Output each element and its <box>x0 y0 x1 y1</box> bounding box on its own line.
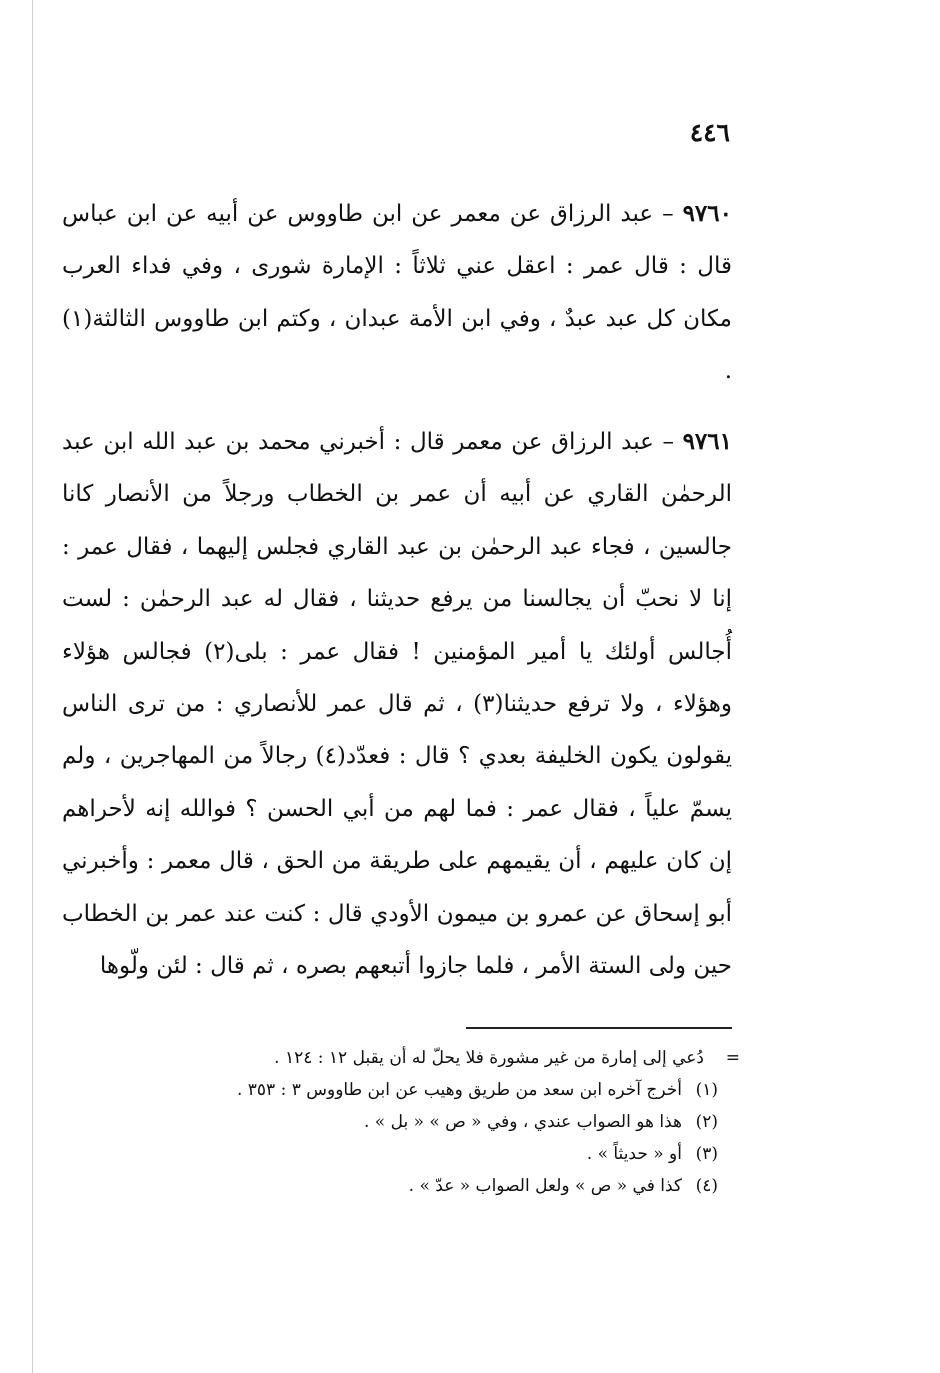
footnote-marker: (١) <box>695 1080 718 1100</box>
footnote-text: دُعي إلى إمارة من غير مشورة فلا يحلّ له أن يقبل ١٢ : ١٢٤ . <box>274 1048 704 1068</box>
footnote-marker: (٢) <box>695 1112 718 1132</box>
footnote-marker: (٣) <box>695 1144 718 1164</box>
footnote-marker: = <box>725 1048 740 1068</box>
footnote-marker: (٤) <box>695 1176 718 1196</box>
entry-text: – عبد الرزاق عن معمر عن ابن طاووس عن أبيه عن ابن عباس قال : قال عمر : اعقل عني ثلاثاً : الإمارة شورى ، وفي فداء العرب مكان كل عبد عبدٌ ، وفي ابن الأمة عبدان ، وكتم ابن طاووس الثالثة(١) . <box>62 201 732 385</box>
entry-number: ٩٧٦٠ <box>682 200 732 227</box>
footnote-2 <box>140 1106 740 1138</box>
hadith-entry-9760 <box>62 188 732 398</box>
footnote-text: هذا هو الصواب عندي ، وفي « ص » « بل » . <box>363 1112 682 1132</box>
footnote-4 <box>140 1170 740 1202</box>
footnotes <box>140 1042 740 1202</box>
footnote-text: كذا في « ص » ولعل الصواب « عدّ » . <box>408 1176 682 1196</box>
footnote-3 <box>140 1138 740 1170</box>
entry-text: – عبد الرزاق عن معمر قال : أخبرني محمد بن عبد الله ابن عبد الرحمٰن القاري عن أبيه أن عمر بن الخطاب ورجلاً من الأنصار كانا جالسين ، فجاء عبد الرحمٰن بن عبد القاري فجلس إليهما ، فقال عمر : إنا لا نحبّ أن يجالسنا من يرفع حديثنا ، فقال له عبد الرحمٰن : لست أُجالس أولئك يا أمير المؤمنين ! فقال عمر : بلى(٢) فجالس هؤلاء وهؤلاء ، ولا ترفع حديثنا(٣) ، ثم قال عمر للأنصاري : من ترى الناس يقولون يكون الخليفة بعدي ؟ قال : فعدّد(٤) رجالاً من المهاجرين ، ولم يسمّ علياً ، فقال عمر : فما لهم من أبي الحسن ؟ فوالله إنه لأحراهم إن كان عليهم ، أن يقيمهم على طريقة من الحق ، قال معمر : وأخبرني أبو إسحاق عن عمرو بن ميمون الأودي قال : كنت عند عمر بن الخطاب حين ولى الستة الأمر ، فلما جازوا أتبعهم بصره ، ثم قال : لئن ولّوها <box>62 429 733 980</box>
page-number: ٤٤٦ <box>689 118 730 147</box>
footnote-divider <box>466 1027 732 1029</box>
footnote-text: أو « حديثاً » . <box>586 1144 682 1164</box>
footnote-text: أخرج آخره ابن سعد من طريق وهيب عن ابن طاووس ٣ : ٣٥٣ . <box>236 1080 682 1100</box>
hadith-entry-9761 <box>62 416 732 992</box>
entry-number: ٩٧٦١ <box>682 428 732 455</box>
footnote-continuation <box>140 1042 740 1074</box>
scan-edge-line <box>32 0 33 1373</box>
footnote-1 <box>140 1074 740 1106</box>
